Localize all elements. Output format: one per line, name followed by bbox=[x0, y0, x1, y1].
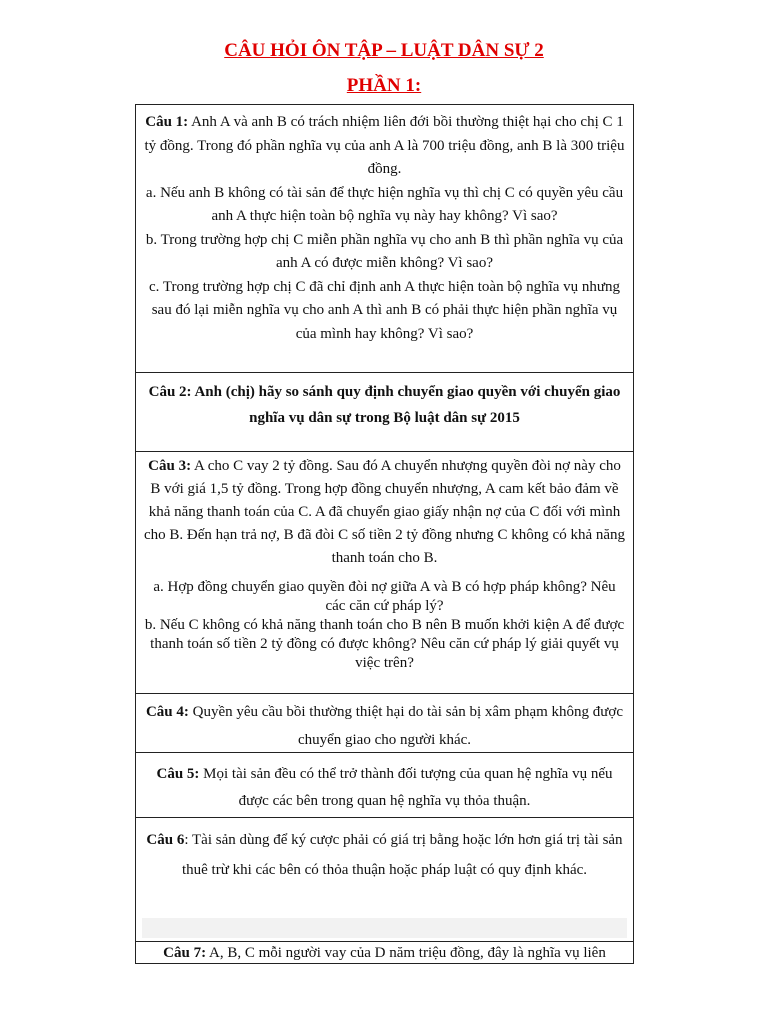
question-1-part-c: c. Trong trường hợp chị C đã chỉ định anh A thực hiện toàn bộ nghĩa vụ nhưng sau đó lại miễn nghĩa vụ cho anh A thì anh B có phải thực hiện phần nghĩa vụ của mình hay không? Vì sao? bbox=[148, 278, 621, 342]
question-5-paragraph bbox=[144, 761, 625, 815]
question-4-label: Câu 4: bbox=[145, 704, 189, 720]
question-3-intro bbox=[144, 455, 625, 570]
question-1-text: Anh A và anh B có trách nhiệm liên đới bồi thường thiệt hại cho chị C 1 tỷ đồng. Trong đó phần nghĩa vụ của anh A là 700 triệu đồng, anh B là 300 triệu đồng. bbox=[144, 114, 625, 177]
question-3-label: Câu 3: bbox=[148, 458, 192, 474]
question-7-text: A, B, C mỗi người vay của D năm triệu đồng, đây là nghĩa vụ liên bbox=[206, 945, 606, 961]
question-1-part-b: b. Trong trường hợp chị C miễn phần nghĩa vụ cho anh B thì phần nghĩa vụ của anh A có được miễn không? Vì sao? bbox=[145, 231, 624, 271]
question-2-label: Câu 2: bbox=[148, 384, 192, 400]
question-4-text: Quyền yêu cầu bồi thường thiệt hại do tài sản bị xâm phạm không được chuyển giao cho người khác. bbox=[188, 704, 624, 748]
question-6-label: Câu 6 bbox=[146, 832, 185, 848]
question-4-cell bbox=[136, 694, 633, 753]
question-6-text: : Tài sản dùng để ký cược phải có giá trị bằng hoặc lớn hơn giá trị tài sản thuê trừ khi các bên có thỏa thuận hoặc pháp luật có quy định khác. bbox=[181, 832, 623, 878]
question-1-cell bbox=[136, 105, 633, 373]
question-7-cell bbox=[136, 942, 633, 964]
question-5-label: Câu 5: bbox=[156, 766, 200, 782]
document-part-heading: PHẦN 1: bbox=[346, 75, 422, 96]
question-2-text: Anh (chị) hãy so sánh quy định chuyển giao quyền với chuyển giao nghĩa vụ dân sự trong Bộ luật dân sự 2015 bbox=[191, 384, 621, 426]
question-6-paragraph bbox=[144, 825, 625, 885]
question-6-cell bbox=[136, 818, 633, 942]
question-4-paragraph bbox=[144, 698, 625, 753]
question-1-label: Câu 1: bbox=[145, 114, 189, 130]
document-title: CÂU HỎI ÔN TẬP – LUẬT DÂN SỰ 2 bbox=[224, 40, 544, 61]
question-5-cell bbox=[136, 753, 633, 818]
question-3-part-a: a. Hợp đồng chuyển giao quyền đòi nợ giữa A và B có hợp pháp không? Nêu các căn cứ pháp lý? bbox=[153, 579, 616, 614]
question-3-subquestions bbox=[144, 578, 625, 673]
question-3-cell bbox=[136, 452, 633, 694]
question-2-paragraph bbox=[144, 379, 625, 431]
questions-table bbox=[135, 104, 634, 964]
question-5-text: Mọi tài sản đều có thể trở thành đối tượng của quan hệ nghĩa vụ nếu được các bên trong quan hệ nghĩa vụ thỏa thuận. bbox=[199, 766, 613, 809]
question-3-text: A cho C vay 2 tỷ đồng. Sau đó A chuyển nhượng quyền đòi nợ này cho B với giá 1,5 tỷ đồng. Trong hợp đồng chuyển nhượng, A cam kết bảo đảm về khả năng thanh toán của C. A đã chuyển giao giấy nhận nợ của C đối với mình cho B. Đến hạn trả nợ, B đã đòi C số tiền 2 tỷ đồng nhưng C không có khả năng thanh toán cho B. bbox=[144, 458, 626, 566]
question-1-intro bbox=[144, 111, 625, 182]
shaded-band bbox=[142, 918, 627, 938]
question-7-paragraph bbox=[144, 942, 625, 964]
question-2-cell bbox=[136, 373, 633, 452]
question-7-label: Câu 7: bbox=[163, 945, 207, 961]
question-1-part-a: a. Nếu anh B không có tài sản để thực hiện nghĩa vụ thì chị C có quyền yêu cầu anh A thực hiện toàn bộ nghĩa vụ này hay không? Vì sao? bbox=[145, 184, 624, 224]
question-3-part-b: b. Nếu C không có khả năng thanh toán cho B nên B muốn khởi kiện A để được thanh toán số tiền 2 tỷ đồng có được không? Nêu căn cứ pháp lý giải quyết vụ việc trên? bbox=[144, 617, 625, 671]
